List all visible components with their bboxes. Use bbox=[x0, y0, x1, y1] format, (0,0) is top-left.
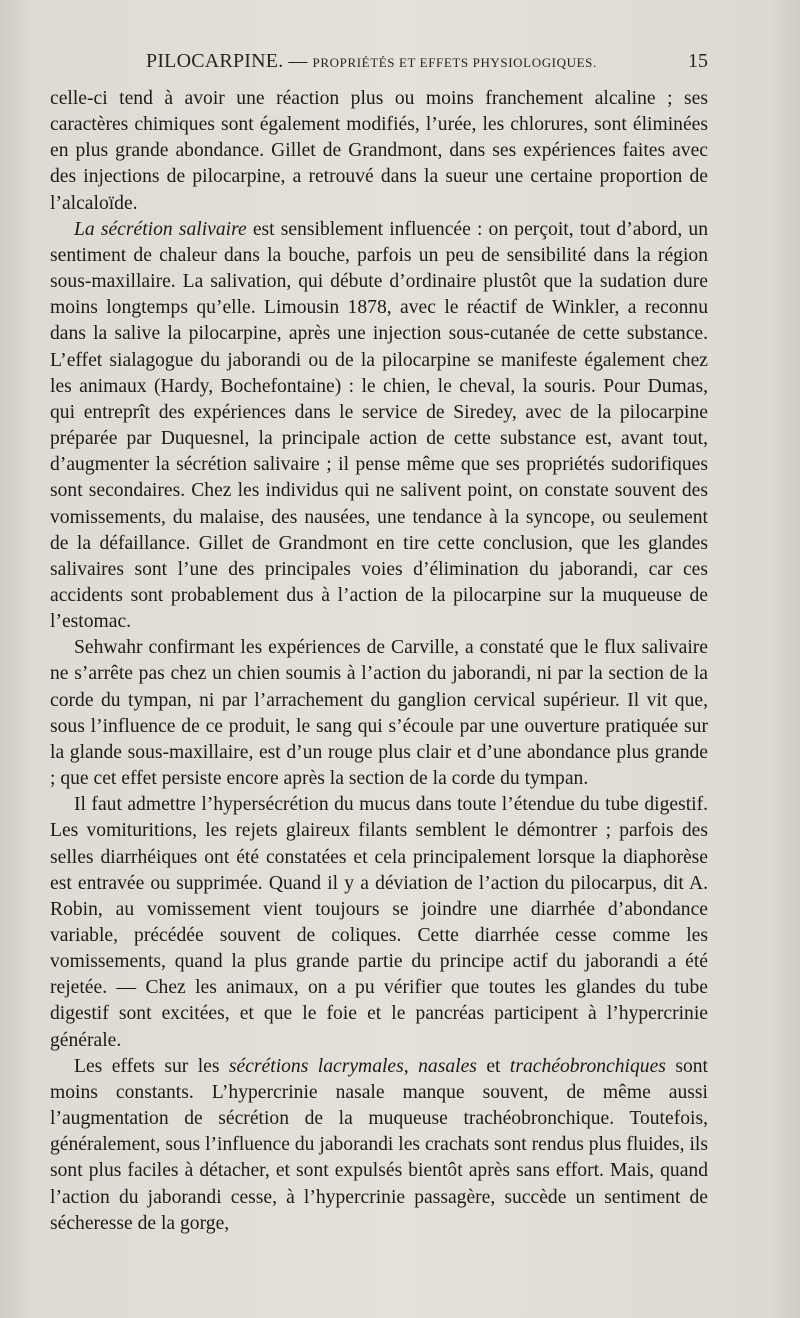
paragraph bbox=[50, 217, 708, 636]
italic-text-segment: nasales bbox=[418, 1055, 477, 1077]
running-title-subtitle: PROPRIÉTÉS ET EFFETS PHYSIOLOGIQUES. bbox=[312, 55, 597, 70]
text-segment: sont moins constants. L’hypercrinie nasale manque souvent, de même aussi l’augmentation de sécrétion de la muqueuse trachéobronchique. Toutefois, généralement, sous l’influence du jaborandi les crachats sont rendus plus fluides, ils sont plus faciles à détacher, et sont expulsés bientôt après sans effort. Mais, quand l’action du jaborandi cesse, à l’hypercrinie passagère, succède un sentiment de sécheresse de la gorge, bbox=[50, 1055, 709, 1234]
text-segment: Sehwahr confirmant les expériences de Carville, a constaté que le flux salivaire ne s’arrête pas chez un chien soumis à l’action du jaborandi, ni par la section de la corde du tympan, ni par l’arrachement du ganglion cervical supérieur. Il vit que, sous l’influence de ce produit, le sang qui s’écoule par une ouverture pratiquée sur la glande sous-maxillaire, est d’un rouge plus clair et d’une abondance plus grande ; que cet effet persiste encore après la section de la corde du tympan. bbox=[50, 637, 708, 790]
italic-text-segment: sécrétions lacrymales bbox=[228, 1055, 404, 1077]
running-title-main: PILOCARPINE. bbox=[146, 50, 284, 72]
text-segment: Il faut admettre l’hypersécrétion du mucus dans toute l’étendue du tube digestif. Les vomituritions, les rejets glaireux filants semblent le démontrer ; parfois des selles diarrhéiques ont été constatées et cela principalement lorsque la diaphorèse est entravée ou supprimée. Quand il y a déviation de l’action du pilocarpus, dit A. Robin, au vomissement vient toujours se joindre une diarrhée d’abondance variable, précédée souvent de coliques. Cette diarrhée cesse comme les vomissements, quand la plus grande partie du principe actif du jaborandi a été rejetée. — Chez les animaux, on a pu vérifier que toutes les glandes du tube digestif sont excitées, et que le foie et le pancréas participent à l’hypercrinie générale. bbox=[50, 794, 708, 1051]
paragraph bbox=[50, 792, 708, 1054]
text-segment: est sensiblement influencée : on perçoit, tout d’abord, un sentiment de chaleur dans la bouche, parfois un peu de sensibilité dans la région sous-maxillaire. La salivation, qui débute d’ordinaire plustôt que la sudation dure moins longtemps qu’elle. Limousin 1878, avec le réactif de Winkler, a reconnu dans la salive la pilocarpine, après une injection sous-cutanée de cette substance. L’effet sialagogue du jaborandi ou de la pilocarpine se manifeste également chez les animaux (Hardy, Bochefontaine) : le chien, le cheval, la souris. Pour Dumas, qui entreprît des expériences dans le service de Siredey, avec de la pilocarpine préparée par Duquesnel, la principale action de cette substance est, avant tout, d’augmenter la sécrétion salivaire ; il pense même que ses propriétés sudorifiques sont secondaires. Chez les individus qui ne salivent point, on constate souvent des vomissements, du malaise, des nausées, une tendance à la syncope, ou seulement de la défaillance. Gillet de Grandmont en tire cette conclusion, que les glandes salivaires sont l’une des principales voies d’élimination du jaborandi, car ces accidents sont probablement dus à l’action de la pilocarpine sur la muqueuse de l’estomac. bbox=[50, 218, 708, 633]
text-segment: celle-ci tend à avoir une réaction plus ou moins franchement alcaline ; ses caractères chimiques sont également modifiés, l’urée, les chlorures, sont éliminées en plus grande abondance. Gillet de Grandmont, dans ses expériences faites avec des injections de pilocarpine, a retrouvé dans la sueur une certaine proportion de l’alcaloïde. bbox=[50, 88, 708, 214]
text-segment: et bbox=[476, 1055, 510, 1077]
running-header bbox=[50, 50, 708, 76]
paragraph bbox=[50, 635, 708, 792]
italic-text-segment: La sécrétion salivaire bbox=[74, 218, 247, 240]
body-text bbox=[50, 86, 708, 1237]
italic-text-segment: trachéobronchiques bbox=[509, 1055, 666, 1077]
paragraph bbox=[50, 86, 708, 217]
text-segment: Les effets sur les bbox=[74, 1055, 229, 1077]
paragraph bbox=[50, 1054, 708, 1237]
text-segment: , bbox=[403, 1055, 419, 1077]
page-number: 15 bbox=[688, 50, 708, 72]
running-title-dash: — bbox=[283, 51, 313, 72]
running-title bbox=[146, 50, 597, 73]
